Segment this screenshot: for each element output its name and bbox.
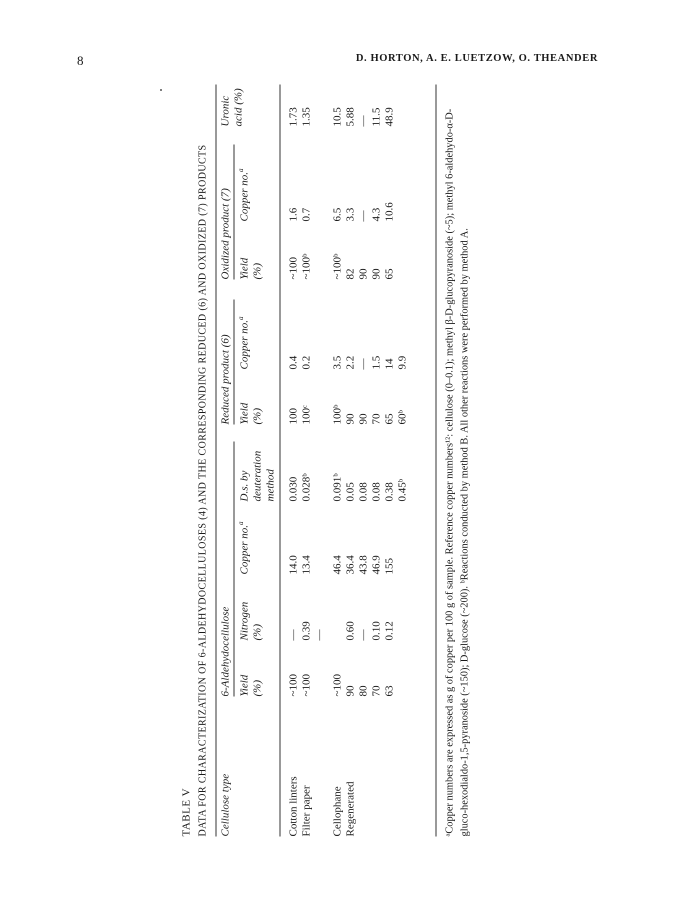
col-group-type: Cellulose type <box>219 773 232 836</box>
table-cell-u: — <box>357 115 370 126</box>
table-cell-o-yield: 90 <box>370 268 383 279</box>
table-cell-a-n: — <box>313 629 326 640</box>
table-cell-r-cu: — <box>357 358 370 369</box>
table-cell-a-cu: 46.9 <box>370 554 383 574</box>
table-cell-a-cu: 46.4 <box>331 554 344 574</box>
table-cell-o-yield: ~100 <box>287 256 300 279</box>
col-group-reduced: Reduced product (6) <box>219 333 232 424</box>
table-title: DATA FOR CHARACTERIZATION OF 6-ALDEHYDOCELLULOSES (4) AND THE CORRESPONDING REDUCED (6) AND OXIDIZED (7) PRODUCTS <box>197 144 209 836</box>
table-cell-r-cu: 14 <box>383 358 396 369</box>
col-group-aldehydo: 6-Aldehydocellulose <box>219 606 232 696</box>
col-group-uronic: Uronic acid (%) <box>219 87 245 126</box>
table-cell-a-yield: 90 <box>344 685 357 696</box>
rotated-table <box>173 84 508 836</box>
table-cell-r-yield: 90 <box>357 413 370 424</box>
table-cell-type: Cellophane <box>331 785 344 836</box>
subhead-a-nitrogen: Nitrogen (%) <box>238 601 264 640</box>
table-cell-r-cu: 3.5 <box>331 355 344 369</box>
table-cell-o-yield: ~100ᵇ <box>331 253 344 279</box>
table-cell-u: 1.73 <box>287 106 300 126</box>
speck <box>160 89 162 91</box>
subhead-a-yield: Yield (%) <box>238 674 264 696</box>
table-cell-a-yield: ~100 <box>300 673 313 696</box>
table-cell-o-cu: 3.3 <box>344 207 357 221</box>
table-cell-a-ds: 0.091ᵇ <box>331 472 344 501</box>
rule-top <box>216 84 217 836</box>
table-cell-r-yield: 65 <box>383 413 396 424</box>
table-cell-o-cu: 10.6 <box>383 201 396 221</box>
table-cell-o-cu: — <box>357 210 370 221</box>
table-cell-r-cu: 0.4 <box>287 355 300 369</box>
table-cell-a-n: 0.12 <box>383 620 396 640</box>
table-cell-a-yield: ~100 <box>287 673 300 696</box>
table-cell-a-cu: 13.4 <box>300 554 313 574</box>
table-cell-a-ds: 0.45ᵇ <box>396 478 409 501</box>
table-cell-r-cu: 2.2 <box>344 355 357 369</box>
rule-oxidized <box>234 144 235 279</box>
table-cell-o-cu: 0.7 <box>300 207 313 221</box>
table-cell-u: 48.9 <box>383 106 396 126</box>
table-cell-u: 5.88 <box>344 106 357 126</box>
rule-header-bottom <box>280 84 281 836</box>
page-number: 8 <box>77 53 84 68</box>
table-cell-a-yield: 70 <box>370 685 383 696</box>
table-cell-o-yield: ~100ᵇ <box>300 253 313 279</box>
subhead-r-yield: Yield (%) <box>238 402 264 424</box>
running-head: D. HORTON, A. E. LUETZOW, O. THEANDER <box>355 53 598 64</box>
table-cell-u: 1.35 <box>300 106 313 126</box>
table-cell-o-cu: 4.3 <box>370 207 383 221</box>
col-group-oxidized: Oxidized product (7) <box>219 187 232 279</box>
table-cell-o-yield: 82 <box>344 268 357 279</box>
subhead-o-copper: Copper no.$^a$ <box>236 168 251 221</box>
rule-reduced <box>234 299 235 424</box>
table-cell-a-n: 0.10 <box>370 620 383 640</box>
table-cell-a-cu: 43.8 <box>357 554 370 574</box>
table-cell-o-cu: 1.6 <box>287 207 300 221</box>
table-cell-a-yield: 80 <box>357 685 370 696</box>
table-footnote: ᵃCopper numbers are expressed as g of copper per 100 g of sample. Reference copper numbers¹²: cellulose (0–0.1); methyl β-D-glucopyranoside (~5); methyl 6-aldehydo-α-D-gluco-hexodialdo-1,5-pyranoside (~150); D-glucose (~200). ᵇReactions conducted by method B. All other reactions were performed by method A. <box>444 108 471 836</box>
table-cell-r-yield: 100ᶜ <box>300 404 313 424</box>
table-cell-a-cu: 14.0 <box>287 554 300 574</box>
rule-bottom <box>436 84 437 836</box>
rule-aldehydo <box>234 441 235 696</box>
subhead-a-copper: Copper no.$^a$ <box>236 521 251 574</box>
table-cell-r-yield: 90 <box>344 413 357 424</box>
table-cell-r-yield: 70 <box>370 413 383 424</box>
table-cell-r-yield: 100ᵇ <box>331 404 344 424</box>
table-cell-o-yield: 65 <box>383 268 396 279</box>
table-cell-type: Cotton linters <box>287 775 300 836</box>
table-cell-o-cu: 6.5 <box>331 207 344 221</box>
subhead-r-copper: Copper no.$^a$ <box>236 316 251 369</box>
table-cell-u: 10.5 <box>331 106 344 126</box>
table-cell-a-n: 0.39 <box>300 620 313 640</box>
table-cell-a-n: — <box>357 629 370 640</box>
table-cell-o-yield: 90 <box>357 268 370 279</box>
table-cell-a-ds: 0.08 <box>370 481 383 501</box>
subhead-o-yield: Yield (%) <box>238 257 264 279</box>
table-cell-type: Regenerated <box>344 781 357 836</box>
table-cell-r-yield: 60ᵇ <box>396 409 409 424</box>
table-cell-r-cu: 1.5 <box>370 355 383 369</box>
subhead-a-ds: D.s. by deuteration method <box>238 450 277 501</box>
table-cell-a-yield: 63 <box>383 685 396 696</box>
table-cell-a-cu: 155 <box>383 557 396 574</box>
table-cell-r-yield: 100 <box>287 407 300 424</box>
table-cell-a-ds: 0.08 <box>357 481 370 501</box>
table-cell-u: 11.5 <box>370 107 383 126</box>
table-cell-a-ds: 0.030 <box>287 476 300 501</box>
table-cell-a-n: 0.60 <box>344 620 357 640</box>
table-cell-a-n: — <box>287 629 300 640</box>
table-cell-a-cu: 36.4 <box>344 554 357 574</box>
table-cell-a-yield: ~100 <box>331 673 344 696</box>
table-cell-r-cu: 0.2 <box>300 355 313 369</box>
table-cell-a-ds: 0.05 <box>344 481 357 501</box>
table-label: TABLE V <box>180 787 193 836</box>
table-cell-a-ds: 0.38 <box>383 481 396 501</box>
table-cell-a-ds: 0.028ᵇ <box>300 472 313 501</box>
table-cell-type: Filter paper <box>300 784 313 836</box>
table-cell-r-cu: 9.9 <box>396 355 409 369</box>
